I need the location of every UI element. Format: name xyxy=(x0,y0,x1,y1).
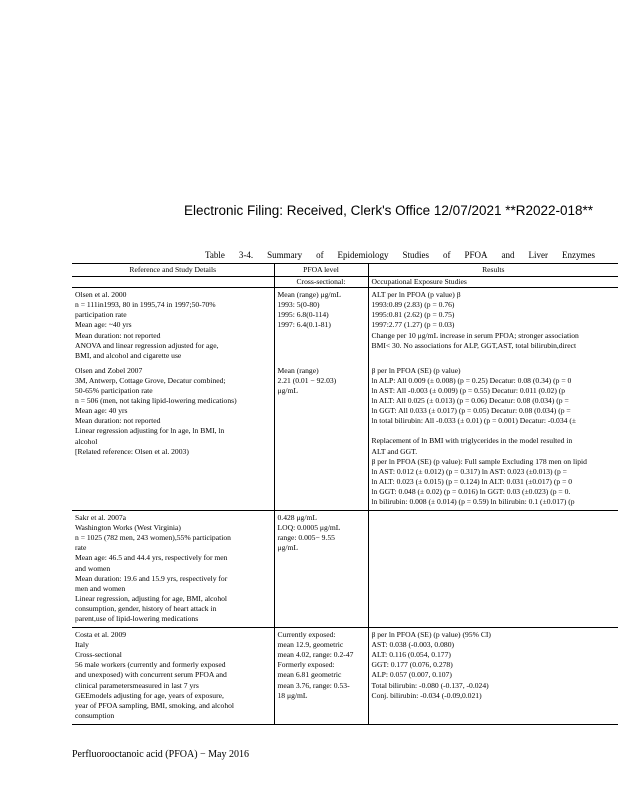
cell-line: ANOVA and linear regression adjusted for age, xyxy=(75,340,219,350)
cell-line: Linear regression adjusting for ln age, ln BMI, ln xyxy=(75,426,225,436)
cell-line: 3M, Antwerp, Cottage Grove, Decatur combined; xyxy=(75,375,226,385)
cell-line: Mean (range) xyxy=(277,365,319,375)
cell-line: men and women xyxy=(75,583,126,593)
cell-line: Conj. bilirubin: -0.034 (-0.09,0.021) xyxy=(371,690,482,700)
caption-word: of xyxy=(316,250,324,260)
cell-line: 2.21 (0.01 − 92.03) xyxy=(277,375,337,385)
cell-line: consumption xyxy=(75,710,115,720)
caption-word: Summary xyxy=(267,250,303,260)
cell-line: clinical parametersmeasured in last 7 yrs xyxy=(75,680,199,690)
cell-line: Mean duration: not reported xyxy=(75,416,161,426)
reference-cell xyxy=(72,288,274,364)
cell-line: ln ALP: All 0.009 (± 0.008) (p = 0.25) Decatur: 0.08 (0.34) (p = 0 xyxy=(371,375,572,385)
caption-word: Epidemiology xyxy=(337,250,389,260)
results-cell xyxy=(368,511,618,628)
cell-line: Olsen et al. 2000 xyxy=(75,290,127,300)
cell-line: ALP: 0.057 (0.007, 0.107) xyxy=(371,670,452,680)
cell-line: Currently exposed: xyxy=(277,630,336,640)
cell-line: ALT and GGT. xyxy=(371,446,418,456)
cell-line: parent,use of lipid-lowering medications xyxy=(75,614,199,623)
cell-line: and women xyxy=(75,563,111,573)
cell-line: ln GGT: All 0.033 (± 0.017) (p = 0.05) Decatur: 0.08 (0.034) (p = xyxy=(371,406,571,416)
pfoa-level-cell xyxy=(274,628,368,725)
pfoa-level-cell xyxy=(274,364,368,511)
reference-cell xyxy=(72,511,274,628)
cell-line: 0.428 μg/mL xyxy=(277,513,318,523)
page-footer: Perfluorooctanoic acid (PFOA) − May 2016 xyxy=(72,749,249,760)
cell-line: 1993: 5(0-80) xyxy=(277,300,320,310)
cell-line: Linear regression, adjusting for age, BMI, alcohol xyxy=(75,593,228,603)
cell-line: 1995:0.81 (2.62) (p = 0.75) xyxy=(371,310,455,320)
cell-line: Olsen and Zobel 2007 xyxy=(75,365,143,375)
subheader-occupational: Occupational Exposure Studies xyxy=(368,277,618,288)
cell-line: mean 3.76, range: 0.53- xyxy=(277,680,350,690)
cell-line: ln AST: All -0.003 (± 0.009) (p = 0.55) Decatur: 0.011 (0.02) (p xyxy=(371,386,566,396)
table-row xyxy=(72,511,618,628)
cell-line: 1997:2.77 (1.27) (p = 0.03) xyxy=(371,320,455,330)
cell-line: [Related reference: Olsen et al. 2003) xyxy=(75,446,189,456)
caption-word: Enzymes xyxy=(561,250,595,260)
cell-line: Mean duration: not reported xyxy=(75,330,161,340)
cell-line: Mean duration: 19.6 and 15.9 yrs, respectively for xyxy=(75,573,228,583)
cell-line: Mean age: 40 yrs xyxy=(75,406,128,416)
caption-word: Liver xyxy=(528,250,548,260)
caption-word: of xyxy=(443,250,451,260)
cell-line: ln ALT: All 0.025 (± 0.013) (p = 0.06) Decatur: 0.08 (0.034) (p = xyxy=(371,396,569,406)
cell-line: Total bilirubin: -0.080 (-0.137, -0.024) xyxy=(371,680,489,690)
results-cell xyxy=(368,628,618,725)
cell-line: GEEmodels adjusting for age, years of exposure, xyxy=(75,690,224,700)
cell-line: ALT: 0.116 (0.054, 0.177) xyxy=(371,650,451,660)
header-reference: Reference and Study Details xyxy=(72,264,274,277)
cell-line: Sakr et al. 2007a xyxy=(75,513,127,523)
cell-line: Cross-sectional xyxy=(75,650,122,660)
cell-line: 1993:0.89 (2.83) (p = 0.76) xyxy=(371,300,455,310)
cell-line: Replacement of ln BMI with triglycerides in the model resulted in xyxy=(371,436,573,446)
filing-stamp: Electronic Filing: Received, Clerk's Office 12/07/2021 **R2022-018** xyxy=(184,203,594,218)
pfoa-level-cell xyxy=(274,288,368,364)
cell-line: mean 12.9, geometric xyxy=(277,640,344,650)
caption-word: and xyxy=(501,250,515,260)
cell-line: ln total bilirubin: All -0.033 (± 0.01) (p = 0.001) Decatur: -0.034 (± xyxy=(371,416,577,426)
cell-line: LOQ: 0.0005 μg/mL xyxy=(277,523,341,533)
cell-line: β per ln PFOA (SE) (p value) xyxy=(371,365,461,375)
reference-cell xyxy=(72,364,274,511)
cell-line: AST: 0.038 (-0.003, 0.080) xyxy=(371,640,455,650)
header-results: Results xyxy=(368,264,618,277)
reference-cell xyxy=(72,628,274,725)
cell-line: BMI, and alcohol and cigarette use xyxy=(75,350,182,360)
cell-line: n = 1025 (782 men, 243 women),55% participation xyxy=(75,533,231,543)
caption-word: Studies xyxy=(402,250,430,260)
cell-line: 1997: 6.4(0.1-81) xyxy=(277,320,331,330)
cell-line: β per ln PFOA (SE) (p value): Full sample Excluding 178 men on lipid xyxy=(371,456,587,466)
results-cell xyxy=(368,364,618,511)
epidemiology-table xyxy=(72,263,618,725)
cell-line: n = 111in1993, 80 in 1995,74 in 1997;50-70% xyxy=(75,300,216,310)
cell-line xyxy=(372,426,616,436)
cell-line: GGT: 0.177 (0.076, 0.278) xyxy=(371,660,453,670)
cell-line: 50-65% participation rate xyxy=(75,386,153,396)
cell-line: Mean (range) μg/mL xyxy=(277,290,342,300)
table-row xyxy=(72,288,618,364)
table-header-row xyxy=(72,264,618,277)
cell-line: μg/mL xyxy=(277,543,299,553)
cell-line: 56 male workers (currently and formerly exposed xyxy=(75,660,226,670)
cell-line: Formerly exposed: xyxy=(277,660,335,670)
table-row xyxy=(72,364,618,511)
table-subheader-row xyxy=(72,277,618,288)
cell-line: mean 4.02, range: 0.2-47 xyxy=(277,650,354,660)
table-row xyxy=(72,628,618,725)
cell-line: Change per 10 μg/mL increase in serum PFOA; stronger association xyxy=(371,330,579,340)
cell-line: β per ln PFOA (SE) (p value) (95% CI) xyxy=(371,630,491,640)
cell-line: alcohol xyxy=(75,436,98,446)
cell-line: year of PFOA sampling, BMI, smoking, and alcohol xyxy=(75,700,235,710)
cell-line: mean 6.81 geometric xyxy=(277,670,342,680)
caption-word: 3-4. xyxy=(238,250,254,260)
cell-line: rate xyxy=(75,543,87,553)
cell-line: Mean age: ~40 yrs xyxy=(75,320,132,330)
cell-line: Mean age: 46.5 and 44.4 yrs, respectively for men xyxy=(75,553,228,563)
cell-line: 1995: 6.8(0-114) xyxy=(277,310,329,320)
subheader-blank xyxy=(72,277,274,288)
cell-line: ln GGT: 0.048 (± 0.02) (p = 0.016) ln GGT: 0.03 (±0.023) (p = 0. xyxy=(371,486,571,496)
cell-line: Italy xyxy=(75,640,89,650)
header-pfoa-level: PFOA level xyxy=(274,264,368,277)
cell-line: Washington Works (West Virginia) xyxy=(75,523,181,533)
cell-line: BMI< 30. No associations for ALP, GGT,AST, total bilirubin,direct xyxy=(371,340,577,350)
subheader-cross-sectional: Cross-sectional: xyxy=(274,277,368,288)
pfoa-level-cell xyxy=(274,511,368,628)
cell-line: ln AST: 0.012 (± 0.012) (p = 0.317) ln AST: 0.023 (±0.013) (p = xyxy=(371,466,567,476)
results-cell xyxy=(368,288,618,364)
cell-line: range: 0.005− 9.55 xyxy=(277,533,335,543)
cell-line: ln ALT: 0.023 (± 0.015) (p = 0.124) ln ALT: 0.031 (±0.017) (p = 0 xyxy=(371,476,573,486)
cell-line: ln bilirubin: 0.008 (± 0.014) (p = 0.59) ln bilirubin: 0.1 (±0.017) (p xyxy=(371,496,575,506)
cell-line: Costa et al. 2009 xyxy=(75,630,127,640)
cell-line: n = 506 (men, not taking lipid-lowering medications) xyxy=(75,396,237,406)
cell-line: μg/mL xyxy=(277,386,299,396)
cell-line: 18 μg/mL xyxy=(277,690,308,700)
table-caption xyxy=(205,250,595,260)
caption-word: Table xyxy=(205,250,225,260)
cell-line: ALT per ln PFOA (p value) β xyxy=(371,290,461,300)
caption-word: PFOA xyxy=(464,250,488,260)
cell-line: consumption, gender, history of heart attack in xyxy=(75,603,217,613)
cell-line: participation rate xyxy=(75,310,127,320)
cell-line: and unexposed) with concurrent serum PFOA and xyxy=(75,670,227,680)
